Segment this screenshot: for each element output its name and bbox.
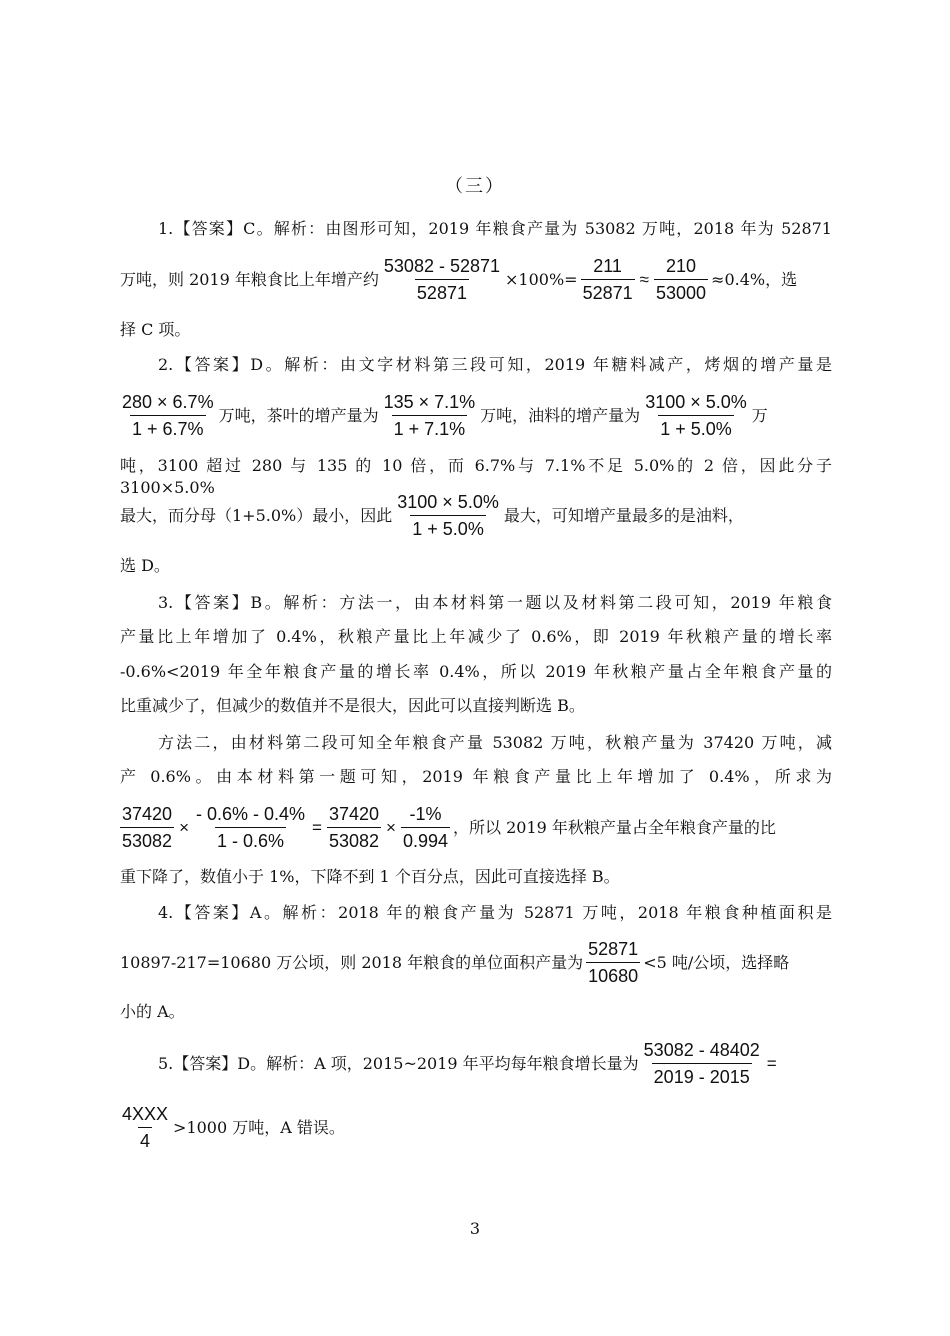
q4-line-1: 4.【答案】A。解析：2018 年的粮食产量为 52871 万吨，2018 年粮食种植面积是 [158,903,832,922]
q3-line-3: -0.6%<2019 年全年粮食产量的增长率 0.4%，所以 2019 年秋粮产量占全年粮食产量的 [120,662,832,681]
q1-text-a: 万吨，则 2019 年粮食比上年增产约 [120,269,379,289]
q3-line-2: 产量比上年增加了 0.4%，秋粮产量比上年减少了 0.6%，即 2019 年秋粮产量的增长率 [120,627,832,646]
q1-line-2 [120,255,832,304]
q3-method2-line-1: 方法二，由材料第二段可知全年粮食产量 53082 万吨，秋粮产量为 37420 万吨，减 [158,733,832,752]
q3-fraction-4: $\frac{-1\%}{0.994}$ [402,804,449,851]
q2-text-e: 最大，可知增产量最多的是油料， [503,505,744,525]
q4-line-3: 小的 A。 [120,1002,185,1021]
q2-fraction-4: $\frac{3100 \times 5.0\%}{1 + 5.0\%}$ [397,492,499,539]
q3-fraction-2: $\frac{- 0.6\% - 0.4\%}{1 - 0.6\%}$ [196,804,306,851]
q5-text-a: 5.【答案】D。解析：A 项，2015~2019 年平均每年粮食增长量为 [158,1053,639,1073]
q3-times-2: × [386,817,396,837]
q5-equals: = [766,1053,777,1073]
q2-fraction-3: $\frac{3100 \times 5.0\%}{1 + 5.0\%}$ [645,392,747,439]
q1-fraction-2: $\frac{211}{52871}$ [582,256,633,303]
q3-method2-line-2: 产 0.6%。由本材料第一题可知，2019 年粮食产量比上年增加了 0.4%，所求为 [120,767,832,786]
q2-fraction-1: $\frac{280 \times 6.7\%}{1 + 6.7\%}$ [122,392,214,439]
q2-line-5: 选 D。 [120,556,170,575]
q2-line-1: 2.【答案】D。解析：由文字材料第三段可知，2019 年糖料减产，烤烟的增产量是 [158,355,832,374]
q1-fraction-3: $\frac{210}{53000}$ [655,256,707,303]
page-number: 3 [469,1219,481,1238]
q2-line-2 [120,391,832,440]
q1-line-1: 1.【答案】C。解析：由图形可知，2019 年粮食产量为 53082 万吨，2018 年为 52871 [158,219,832,238]
q3-line-1: 3.【答案】B。解析：方法一，由本材料第一题以及材料第二段可知，2019 年粮食 [158,593,832,612]
q4-line-2 [120,938,832,987]
q2-line-4 [120,491,832,540]
section-title: （三） [445,176,505,197]
q3-method2-line-3 [120,803,832,852]
q1-text-b: ×100%= [505,269,578,289]
q2-line-3: 吨，3100 超过 280 与 135 的 10 倍，而 6.7%与 7.1%不足 5.0%的 2 倍，因此分子 3100×5.0% [120,456,832,497]
q1-approx-1: ≈ [639,269,649,289]
q5-line-2 [120,1103,832,1152]
q3-times-1: × [179,817,189,837]
q3-text-a: ，所以 2019 年秋粮产量占全年粮食产量的比 [453,817,776,837]
q2-text-b: 万吨，油料的增产量为 [480,405,641,425]
q1-text-c: ≈0.4%，选 [711,269,798,289]
q4-text-b: <5 吨/公顷，选择略 [643,952,790,972]
q3-line-4: 比重减少了，但减少的数值并不是很大，因此可以直接判断选 B。 [120,696,585,715]
q1-fraction-1: $\frac{53082 - 52871}{52871}$ [383,256,501,303]
q5-fraction-2: $\frac{\text{4XXX}}{4}$ [122,1104,169,1151]
q1-line-3: 择 C 项。 [120,320,191,339]
q2-text-a: 万吨，茶叶的增产量为 [218,405,379,425]
q2-text-c: 万 [751,405,768,425]
q5-line-1 [158,1039,832,1088]
q3-fraction-1: $\frac{37420}{53082}$ [122,804,173,851]
q3-method2-line-4: 重下降了，数值小于 1%，下降不到 1 个百分点，因此可直接选择 B。 [120,867,620,886]
q3-equals: = [312,817,322,837]
q5-text-b: >1000 万吨，A 错误。 [173,1117,345,1137]
q2-fraction-2: $\frac{135 \times 7.1\%}{1 + 7.1\%}$ [383,392,476,439]
q5-fraction-1: $\frac{53082 - 48402}{2019 - 2015}$ [643,1040,760,1087]
q4-fraction-1: $\frac{52871}{10680}$ [588,939,639,986]
q4-text-a: 10897-217=10680 万公顷，则 2018 年粮食的单位面积产量为 [120,952,584,972]
q2-text-d: 最大，而分母（1+5.0%）最小，因此 [120,505,393,525]
q3-fraction-3: $\frac{37420}{53082}$ [328,804,380,851]
